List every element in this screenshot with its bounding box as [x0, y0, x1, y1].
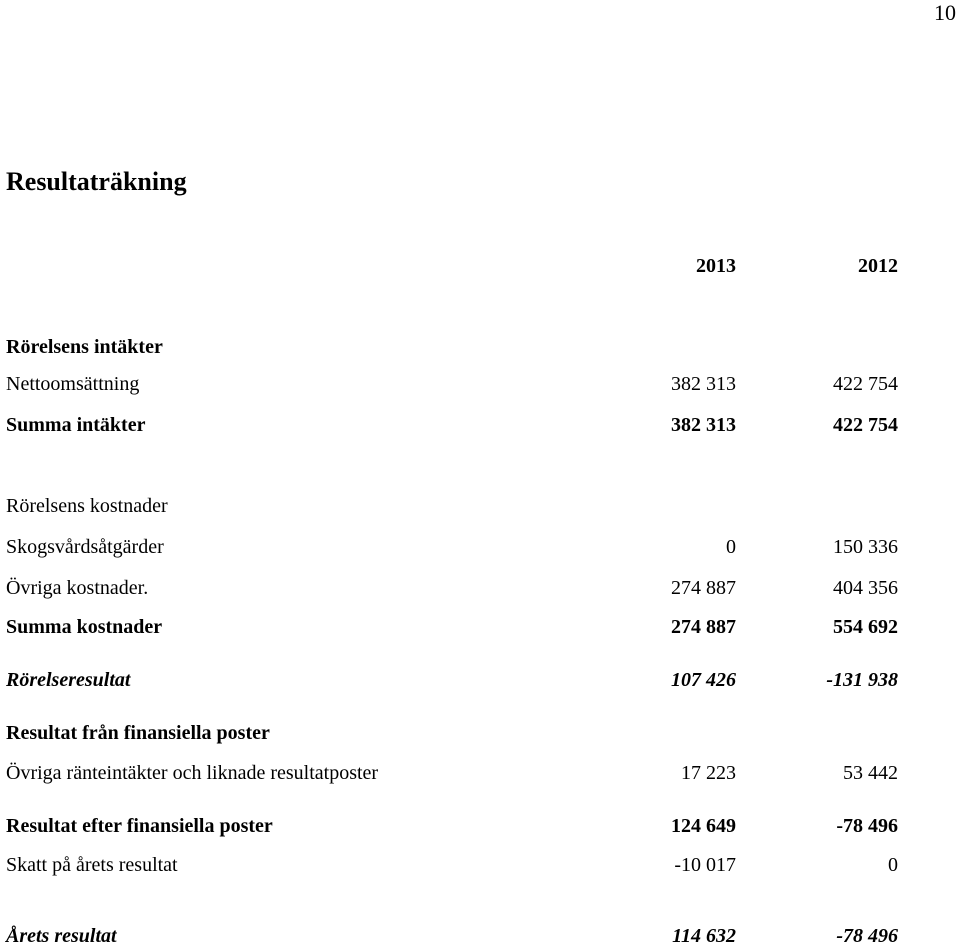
- value-2012: -131 938: [826, 669, 898, 691]
- table-row: [0, 851, 960, 879]
- row-label: Summa intäkter: [6, 414, 146, 436]
- table-row-total: [0, 411, 960, 439]
- row-label: Övriga kostnader.: [6, 577, 149, 599]
- row-label: Rörelsens intäkter: [6, 336, 163, 358]
- page-title: Resultaträkning: [6, 167, 187, 196]
- row-label: Övriga ränteintäkter och liknade resultatposter: [6, 762, 379, 784]
- row-label: Resultat från finansiella poster: [6, 722, 270, 744]
- value-2012: 422 754: [833, 414, 898, 436]
- page-number: 10: [934, 0, 956, 25]
- table-row-total: [0, 812, 960, 840]
- value-2013: 17 223: [681, 762, 736, 784]
- table-row: [0, 533, 960, 561]
- row-label: Nettoomsättning: [6, 373, 140, 395]
- value-2013: 274 887: [671, 616, 736, 638]
- year-header-2012: 2012: [858, 255, 898, 277]
- value-2012: 554 692: [833, 616, 898, 638]
- value-2012: 53 442: [843, 762, 898, 784]
- value-2013: 114 632: [672, 925, 736, 947]
- table-row-operating-result: [0, 666, 960, 694]
- value-2013: 382 313: [671, 373, 736, 395]
- value-2012: -78 496: [836, 815, 898, 837]
- table-row-net-result: [0, 922, 960, 950]
- year-header-2013: 2013: [696, 255, 736, 277]
- section-header-financial: [0, 719, 960, 747]
- table-row-total: [0, 613, 960, 641]
- value-2013: 107 426: [671, 669, 736, 691]
- value-2013: 0: [726, 536, 736, 558]
- value-2012: 404 356: [833, 577, 898, 599]
- row-label: Rörelseresultat: [6, 669, 131, 691]
- section-header-costs: [0, 492, 960, 520]
- table-row: [0, 759, 960, 787]
- value-2012: 0: [888, 854, 898, 876]
- value-2013: 274 887: [671, 577, 736, 599]
- table-row: [0, 574, 960, 602]
- value-2013: 382 313: [671, 414, 736, 436]
- row-label: Resultat efter finansiella poster: [6, 815, 273, 837]
- year-header-row: [0, 252, 960, 280]
- row-label: Årets resultat: [6, 925, 117, 947]
- value-2013: 124 649: [671, 815, 736, 837]
- table-row: [0, 370, 960, 398]
- section-header-income: [0, 333, 960, 361]
- row-label: Rörelsens kostnader: [6, 495, 168, 517]
- row-label: Summa kostnader: [6, 616, 163, 638]
- row-label: Skatt på årets resultat: [6, 854, 178, 876]
- row-label: Skogsvårdsåtgärder: [6, 536, 164, 558]
- value-2013: -10 017: [674, 854, 736, 876]
- value-2012: 422 754: [833, 373, 898, 395]
- value-2012: 150 336: [833, 536, 898, 558]
- value-2012: -78 496: [836, 925, 898, 947]
